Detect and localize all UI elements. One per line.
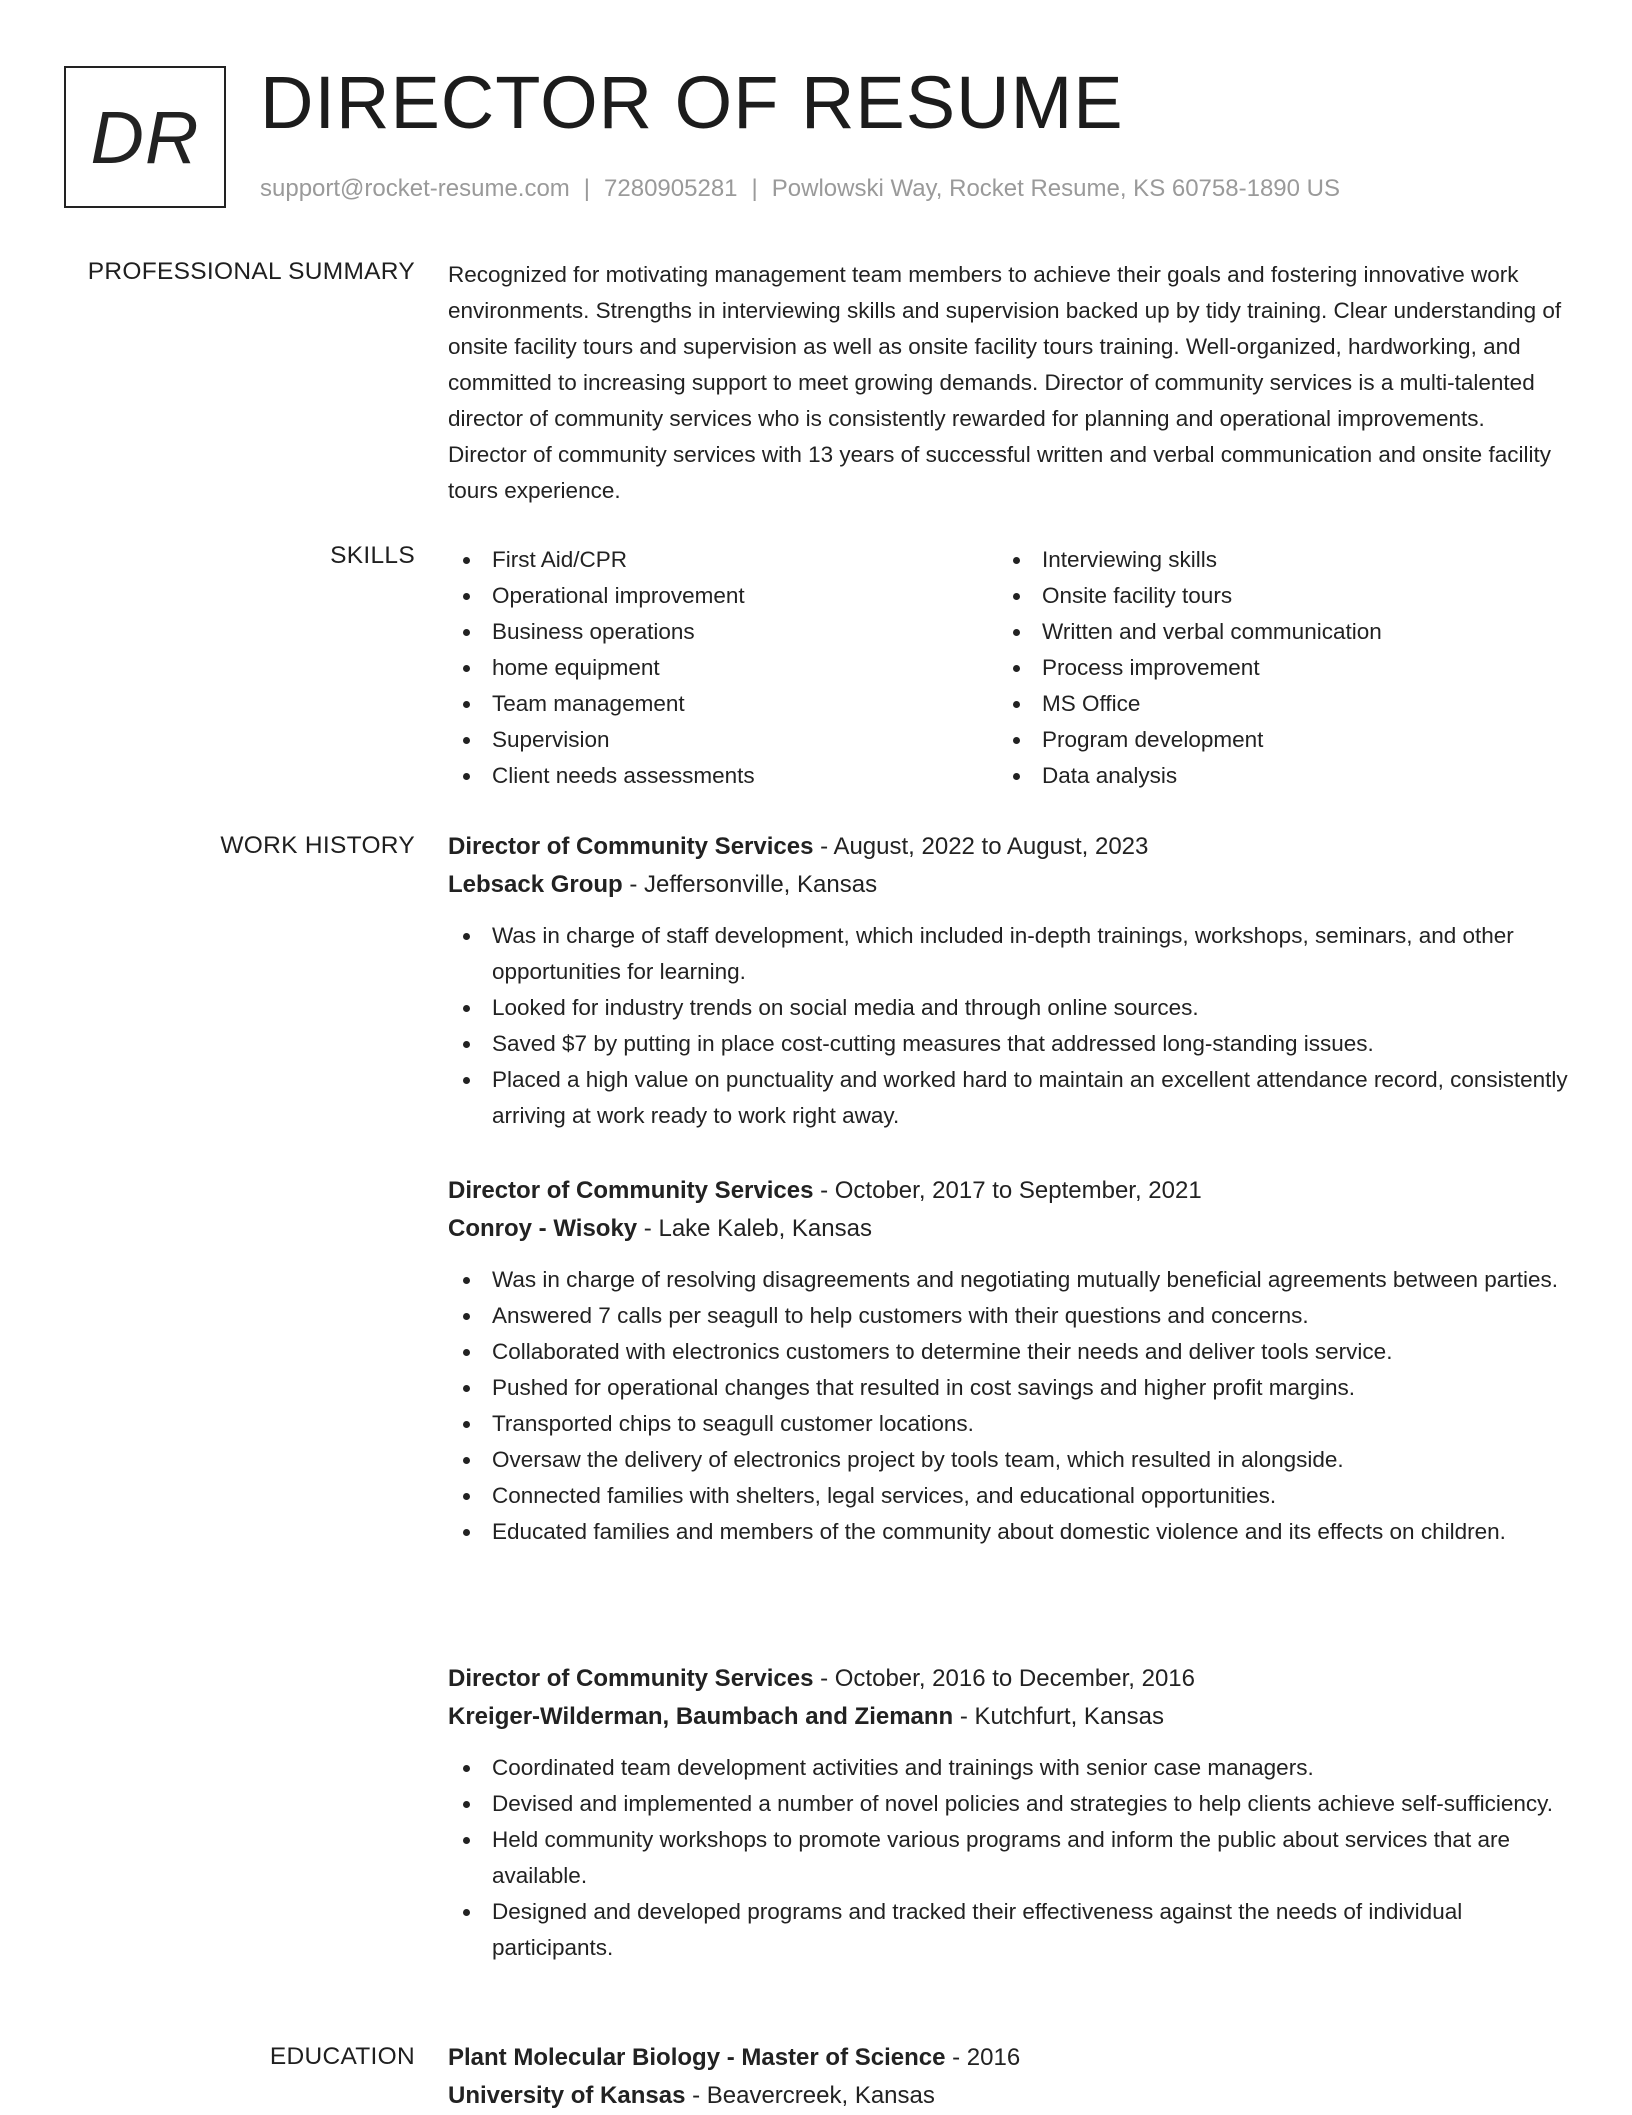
list-item: Collaborated with electronics customers to determine their needs and deliver tools service. bbox=[448, 1334, 1578, 1370]
company-line bbox=[448, 1210, 1578, 1248]
job-dates: - August, 2022 to August, 2023 bbox=[813, 833, 1149, 860]
list-item: Pushed for operational changes that resulted in cost savings and higher profit margins. bbox=[448, 1370, 1578, 1406]
company-name: Kreiger-Wilderman, Baumbach and Ziemann bbox=[448, 1703, 954, 1730]
duties-list bbox=[448, 1262, 1578, 1550]
degree-name: Plant Molecular Biology - Master of Science bbox=[448, 2044, 946, 2071]
skills-list-left bbox=[448, 542, 998, 794]
list-item: Connected families with shelters, legal services, and educational opportunities. bbox=[448, 1478, 1578, 1514]
list-item: Team management bbox=[448, 686, 998, 722]
section-label-education: EDUCATION bbox=[269, 2043, 415, 2070]
list-item: Process improvement bbox=[998, 650, 1548, 686]
company-location: - Lake Kaleb, Kansas bbox=[637, 1215, 872, 1242]
list-item: Was in charge of staff development, which included in-depth trainings, workshops, seminars, and other opportunities for learning. bbox=[448, 918, 1578, 990]
list-item: Business operations bbox=[448, 614, 998, 650]
company-name: Lebsack Group bbox=[448, 871, 623, 898]
school-line bbox=[448, 2077, 1568, 2115]
list-item: Interviewing skills bbox=[998, 542, 1548, 578]
job-entry bbox=[448, 1660, 1578, 1966]
list-item: Supervision bbox=[448, 722, 998, 758]
resume-header bbox=[64, 61, 1564, 216]
job-dates: - October, 2016 to December, 2016 bbox=[813, 1665, 1195, 1692]
contact-email[interactable]: support@rocket-resume.com bbox=[260, 175, 570, 202]
job-title-line bbox=[448, 1172, 1578, 1210]
list-item: Coordinated team development activities and trainings with senior case managers. bbox=[448, 1750, 1578, 1786]
list-item: Held community workshops to promote various programs and inform the public about services that are available. bbox=[448, 1822, 1578, 1894]
section-label-skills: SKILLS bbox=[330, 542, 415, 569]
job-entry bbox=[448, 1172, 1578, 1550]
contact-separator: | bbox=[751, 175, 758, 202]
skills-list-right bbox=[998, 542, 1548, 794]
degree-year: - 2016 bbox=[945, 2044, 1021, 2071]
list-item: Designed and developed programs and tracked their effectiveness against the needs of individual participants. bbox=[448, 1894, 1578, 1966]
company-line bbox=[448, 866, 1578, 904]
company-location: - Kutchfurt, Kansas bbox=[953, 1703, 1164, 1730]
job-dates: - October, 2017 to September, 2021 bbox=[813, 1177, 1202, 1204]
list-item: Onsite facility tours bbox=[998, 578, 1548, 614]
job-title: Director of Community Services bbox=[448, 833, 814, 860]
job-title-line bbox=[448, 1660, 1578, 1698]
section-label-work: WORK HISTORY bbox=[220, 832, 415, 859]
list-item: Client needs assessments bbox=[448, 758, 998, 794]
list-item: Written and verbal communication bbox=[998, 614, 1548, 650]
duties-list bbox=[448, 1750, 1578, 1966]
contact-separator: | bbox=[583, 175, 591, 202]
list-item: Data analysis bbox=[998, 758, 1548, 794]
contact-address: Powlowski Way, Rocket Resume, KS 60758-1890 US bbox=[771, 175, 1340, 202]
list-item: Operational improvement bbox=[448, 578, 998, 614]
list-item: Program development bbox=[998, 722, 1548, 758]
list-item: home equipment bbox=[448, 650, 998, 686]
job-title: Director of Community Services bbox=[448, 1665, 814, 1692]
list-item: Placed a high value on punctuality and worked hard to maintain an excellent attendance record, consistently arriving at work ready to work right away. bbox=[448, 1062, 1578, 1134]
list-item: Was in charge of resolving disagreements and negotiating mutually beneficial agreements between parties. bbox=[448, 1262, 1578, 1298]
contact-phone[interactable]: 7280905281 bbox=[604, 175, 738, 202]
school-name: University of Kansas bbox=[448, 2082, 686, 2109]
company-name: Conroy - Wisoky bbox=[448, 1215, 638, 1242]
list-item: Devised and implemented a number of novel policies and strategies to help clients achieve self-sufficiency. bbox=[448, 1786, 1578, 1822]
summary-text: Recognized for motivating management team members to achieve their goals and fostering innovative work environments. Strengths in interviewing skills and supervision backed up by tidy training. Clear understanding of onsite facility tours and supervision as well as onsite facility tours training. Well-organized, hardworking, and committed to increasing support to meet growing demands. Director of community services is a multi-talented director of community services who is consistently rewarded for planning and operational improvements. Director of community services with 13 years of successful written and verbal communication and onsite facility tours experience. bbox=[448, 262, 1562, 503]
list-item: Looked for industry trends on social media and through online sources. bbox=[448, 990, 1578, 1026]
company-location: - Jeffersonville, Kansas bbox=[622, 871, 878, 898]
section-label-summary: PROFESSIONAL SUMMARY bbox=[87, 258, 415, 285]
page-title: DIRECTOR OF RESUME bbox=[260, 61, 1124, 144]
job-title-line bbox=[448, 828, 1578, 866]
degree-line bbox=[448, 2039, 1568, 2077]
list-item: Educated families and members of the community about domestic violence and its effects on children. bbox=[448, 1514, 1578, 1550]
list-item: Answered 7 calls per seagull to help customers with their questions and concerns. bbox=[448, 1298, 1578, 1334]
job-entry bbox=[448, 828, 1578, 1134]
list-item: First Aid/CPR bbox=[448, 542, 998, 578]
duties-list bbox=[448, 918, 1578, 1134]
school-location: - Beavercreek, Kansas bbox=[685, 2082, 935, 2109]
list-item: Saved $7 by putting in place cost-cutting measures that addressed long-standing issues. bbox=[448, 1026, 1578, 1062]
list-item: MS Office bbox=[998, 686, 1548, 722]
monogram-badge: DR bbox=[64, 66, 226, 208]
list-item: Oversaw the delivery of electronics project by tools team, which resulted in alongside. bbox=[448, 1442, 1578, 1478]
company-line bbox=[448, 1698, 1578, 1736]
contact-line bbox=[260, 175, 1340, 203]
job-title: Director of Community Services bbox=[448, 1177, 814, 1204]
list-item: Transported chips to seagull customer locations. bbox=[448, 1406, 1578, 1442]
